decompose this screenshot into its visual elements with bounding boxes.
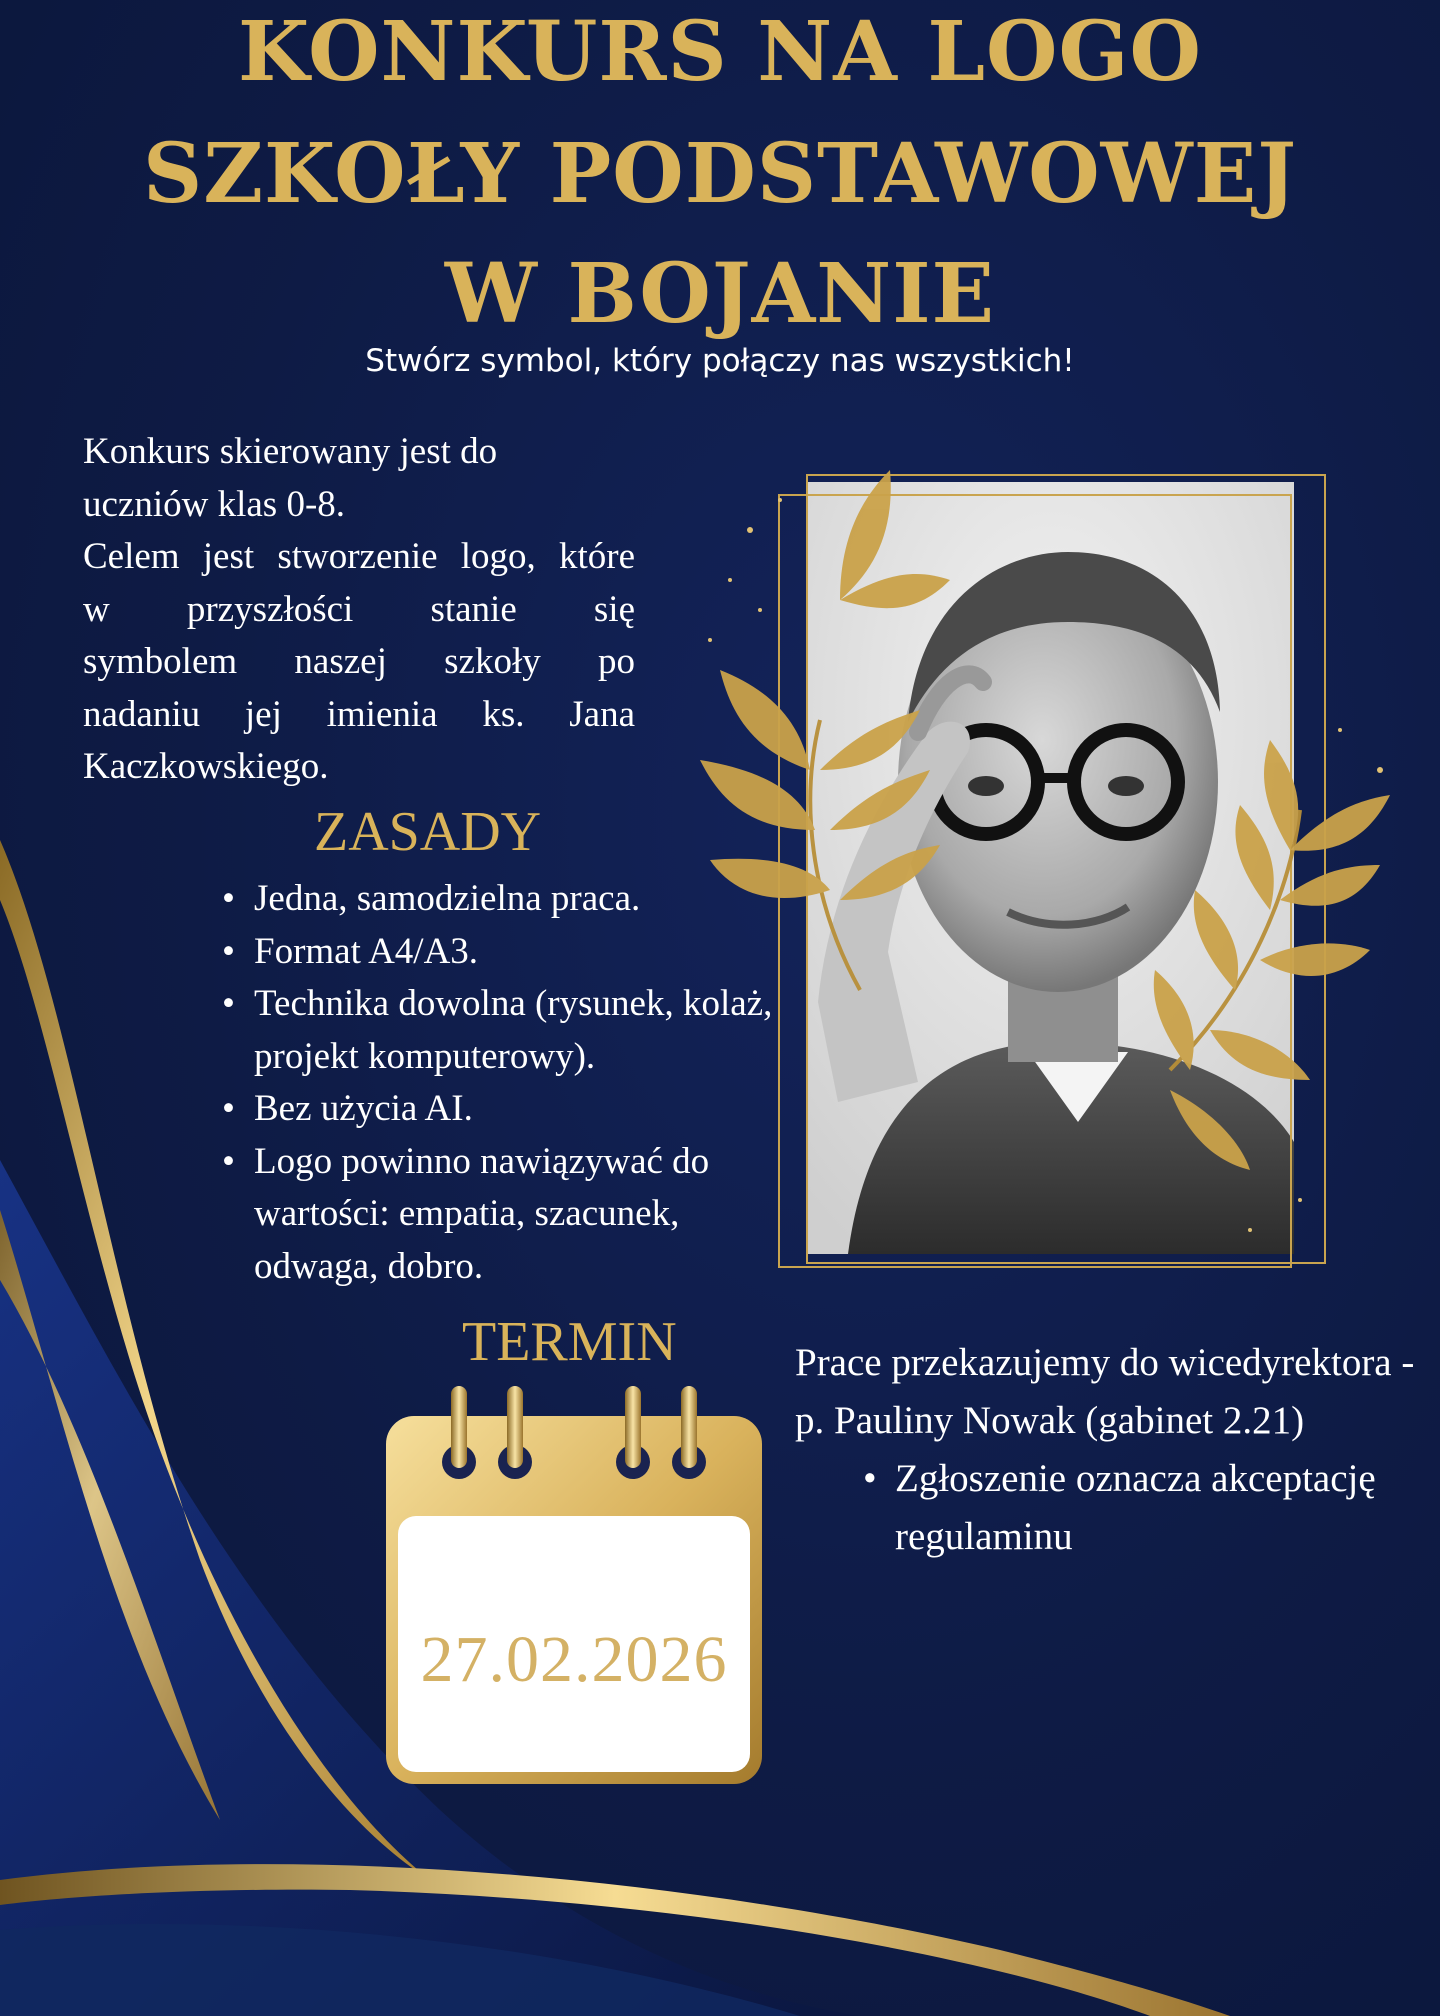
rule-item: • Jedna, samodzielna praca. xyxy=(222,873,782,926)
photo-frame xyxy=(800,482,1296,1254)
rule-item: • Bez użycia AI. xyxy=(222,1083,782,1136)
delivery-text: Prace przekazujemy do wicedyrektora - p. Pauliny Nowak (gabinet 2.21) xyxy=(795,1341,1415,1442)
title-line-1: KONKURS NA LOGO xyxy=(238,4,1202,100)
intro-line: w przyszłości stanie się xyxy=(83,588,635,630)
subtitle: Stwórz symbol, który połączy nas wszystkich! xyxy=(365,343,1075,379)
intro-line: symbolem naszej szkoły po xyxy=(83,641,635,682)
rules-heading: ZASADY xyxy=(314,801,542,863)
intro-line: Konkurs skierowany jest do xyxy=(83,431,498,472)
title-line-3: W BOJANIE xyxy=(444,246,996,342)
title-line-2: SZKOŁY PODSTAWOWEJ xyxy=(142,126,1298,222)
rules-list xyxy=(222,873,782,1293)
intro-line: nadaniu jej imienia ks. Jana xyxy=(83,693,635,735)
delivery-info xyxy=(795,1334,1425,1566)
intro-text xyxy=(83,426,635,794)
rule-item: • Format A4/A3. xyxy=(222,926,782,979)
intro-line: uczniów klas 0-8. xyxy=(83,483,346,525)
deadline-date: 27.02.2026 xyxy=(420,1623,728,1696)
intro-line: Kaczkowskiego. xyxy=(83,746,329,787)
delivery-notes xyxy=(795,1450,1425,1566)
delivery-note: • Zgłoszenie oznacza akceptację regulaminu xyxy=(863,1450,1425,1566)
calendar-icon xyxy=(380,1380,768,1790)
deadline-heading: TERMIN xyxy=(462,1311,677,1373)
rule-item: • Logo powinno nawiązywać do wartości: empatia, szacunek, odwaga, dobro. xyxy=(222,1136,782,1294)
intro-line: Celem jest stworzenie logo, które xyxy=(83,536,635,577)
rule-item: • Technika dowolna (rysunek, kolaż, projekt komputerowy). xyxy=(222,978,782,1083)
